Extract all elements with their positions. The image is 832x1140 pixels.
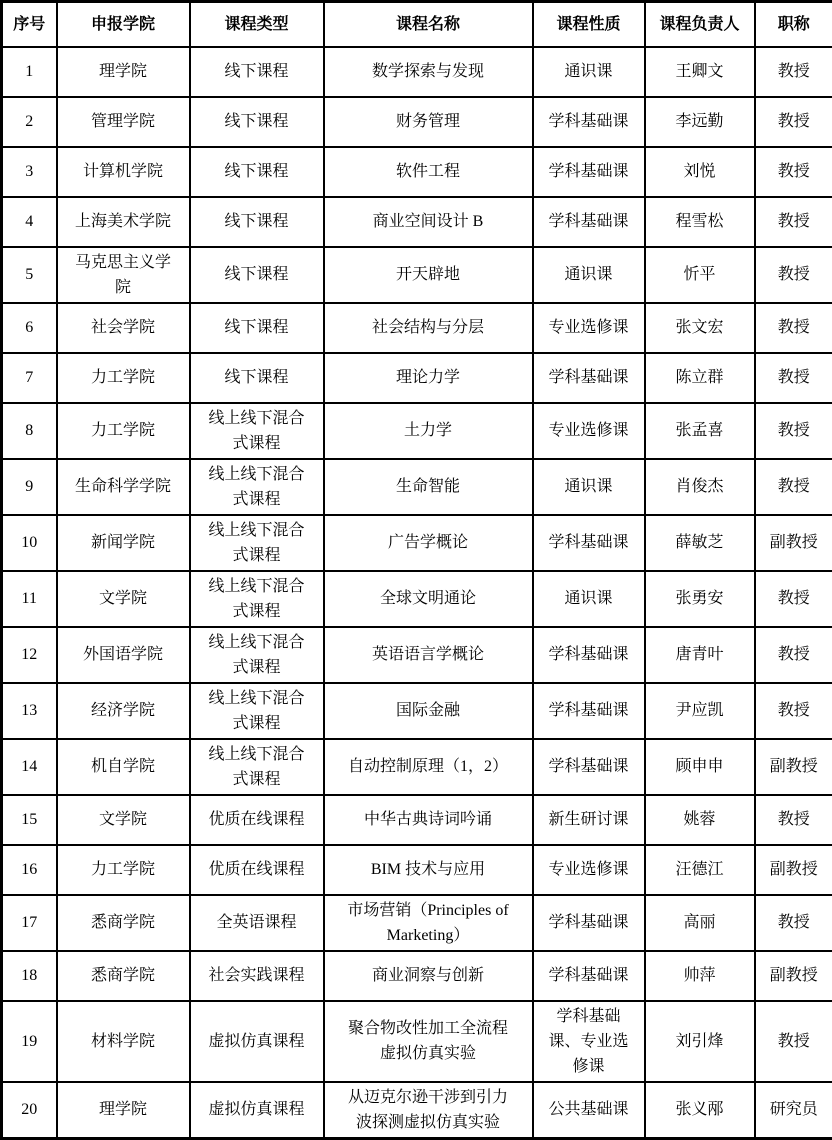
column-header-college: 申报学院: [57, 2, 190, 47]
table-row: [2, 47, 832, 97]
table-cell-leader: 张勇安: [645, 571, 755, 627]
table-cell-title: 教授: [755, 683, 832, 739]
table-cell-college: 理学院: [57, 1082, 190, 1139]
table-cell-college: 文学院: [57, 571, 190, 627]
table-cell-index: 6: [2, 303, 57, 353]
table-cell-type: 线下课程: [190, 353, 324, 403]
table-cell-name: 国际金融: [324, 683, 533, 739]
table-cell-index: 9: [2, 459, 57, 515]
table-cell-college: 生命科学学院: [57, 459, 190, 515]
table-cell-title: 教授: [755, 303, 832, 353]
table-cell-type: 虚拟仿真课程: [190, 1082, 324, 1139]
table-cell-title: 教授: [755, 353, 832, 403]
table-cell-college: 外国语学院: [57, 627, 190, 683]
table-cell-name: 自动控制原理（1，2）: [324, 739, 533, 795]
table-row: [2, 515, 832, 571]
table-cell-name: 中华古典诗词吟诵: [324, 795, 533, 845]
table-cell-college: 计算机学院: [57, 147, 190, 197]
table-cell-index: 8: [2, 403, 57, 459]
table-cell-index: 18: [2, 951, 57, 1001]
column-header-index: 序号: [2, 2, 57, 47]
table-cell-leader: 顾申申: [645, 739, 755, 795]
table-cell-index: 13: [2, 683, 57, 739]
table-cell-index: 17: [2, 895, 57, 951]
table-cell-leader: 李远勤: [645, 97, 755, 147]
table-cell-type: 线下课程: [190, 197, 324, 247]
table-row: [2, 197, 832, 247]
table-cell-nature: 通识课: [533, 459, 645, 515]
table-cell-index: 14: [2, 739, 57, 795]
table-row: [2, 739, 832, 795]
table-cell-leader: 刘引烽: [645, 1001, 755, 1082]
table-cell-leader: 汪德江: [645, 845, 755, 895]
table-cell-nature: 专业选修课: [533, 403, 645, 459]
table-cell-title: 副教授: [755, 845, 832, 895]
table-cell-college: 文学院: [57, 795, 190, 845]
table-cell-title: 教授: [755, 403, 832, 459]
table-cell-leader: 肖俊杰: [645, 459, 755, 515]
table-row: [2, 795, 832, 845]
table-cell-leader: 陈立群: [645, 353, 755, 403]
table-cell-index: 20: [2, 1082, 57, 1139]
table-cell-name: 广告学概论: [324, 515, 533, 571]
table-cell-leader: 忻平: [645, 247, 755, 303]
column-header-name: 课程名称: [324, 2, 533, 47]
table-cell-college: 机自学院: [57, 739, 190, 795]
table-cell-college: 悉商学院: [57, 951, 190, 1001]
table-row: [2, 571, 832, 627]
table-cell-title: 教授: [755, 147, 832, 197]
table-cell-college: 材料学院: [57, 1001, 190, 1082]
table-cell-title: 教授: [755, 247, 832, 303]
table-cell-index: 5: [2, 247, 57, 303]
table-cell-college: 经济学院: [57, 683, 190, 739]
table-cell-title: 研究员: [755, 1082, 832, 1139]
table-cell-name: 全球文明通论: [324, 571, 533, 627]
table-row: [2, 1082, 832, 1139]
header-row: [2, 2, 832, 47]
table-cell-name: 土力学: [324, 403, 533, 459]
table-cell-nature: 学科基础课: [533, 683, 645, 739]
table-cell-name: 财务管理: [324, 97, 533, 147]
table-cell-nature: 专业选修课: [533, 845, 645, 895]
table-cell-type: 线下课程: [190, 47, 324, 97]
table-cell-index: 2: [2, 97, 57, 147]
table-row: [2, 403, 832, 459]
table-cell-type: 线上线下混合式课程: [190, 683, 324, 739]
column-header-nature: 课程性质: [533, 2, 645, 47]
table-row: [2, 895, 832, 951]
table-cell-type: 线下课程: [190, 147, 324, 197]
table-cell-index: 16: [2, 845, 57, 895]
table-cell-nature: 学科基础课: [533, 515, 645, 571]
table-cell-type: 全英语课程: [190, 895, 324, 951]
table-cell-nature: 学科基础课: [533, 951, 645, 1001]
table-row: [2, 459, 832, 515]
table-cell-title: 教授: [755, 47, 832, 97]
column-header-type: 课程类型: [190, 2, 324, 47]
table-cell-name: 商业空间设计 B: [324, 197, 533, 247]
table-cell-name: 生命智能: [324, 459, 533, 515]
table-cell-title: 教授: [755, 627, 832, 683]
table-row: [2, 627, 832, 683]
table-cell-leader: 薛敏芝: [645, 515, 755, 571]
table-cell-index: 10: [2, 515, 57, 571]
table-row: [2, 147, 832, 197]
table-row: [2, 247, 832, 303]
table-cell-college: 新闻学院: [57, 515, 190, 571]
table-cell-title: 教授: [755, 795, 832, 845]
table-cell-index: 3: [2, 147, 57, 197]
table-cell-type: 线下课程: [190, 303, 324, 353]
table-cell-college: 力工学院: [57, 845, 190, 895]
table-cell-index: 4: [2, 197, 57, 247]
table-cell-type: 社会实践课程: [190, 951, 324, 1001]
table-cell-title: 教授: [755, 459, 832, 515]
table-cell-nature: 学科基础课: [533, 739, 645, 795]
table-cell-leader: 张文宏: [645, 303, 755, 353]
table-row: [2, 683, 832, 739]
table-cell-nature: 学科基础课: [533, 895, 645, 951]
table-cell-leader: 张孟喜: [645, 403, 755, 459]
table-cell-name: 社会结构与分层: [324, 303, 533, 353]
table-cell-type: 线下课程: [190, 247, 324, 303]
table-cell-leader: 王卿文: [645, 47, 755, 97]
table-cell-title: 教授: [755, 97, 832, 147]
table-cell-leader: 张义邴: [645, 1082, 755, 1139]
table-cell-college: 管理学院: [57, 97, 190, 147]
table-cell-leader: 程雪松: [645, 197, 755, 247]
table-cell-college: 马克思主义学院: [57, 247, 190, 303]
table-cell-nature: 通识课: [533, 47, 645, 97]
table-cell-nature: 学科基础课: [533, 197, 645, 247]
table-cell-type: 优质在线课程: [190, 845, 324, 895]
table-cell-leader: 唐青叶: [645, 627, 755, 683]
table-cell-index: 11: [2, 571, 57, 627]
table-cell-name: 商业洞察与创新: [324, 951, 533, 1001]
table-row: [2, 303, 832, 353]
table-cell-index: 12: [2, 627, 57, 683]
table-cell-name: 理论力学: [324, 353, 533, 403]
table-row: [2, 353, 832, 403]
table-cell-nature: 学科基础课、专业选修课: [533, 1001, 645, 1082]
table-row: [2, 951, 832, 1001]
table-cell-nature: 通识课: [533, 247, 645, 303]
table-cell-nature: 新生研讨课: [533, 795, 645, 845]
table-cell-college: 上海美术学院: [57, 197, 190, 247]
table-cell-nature: 通识课: [533, 571, 645, 627]
table-cell-name: 软件工程: [324, 147, 533, 197]
column-header-leader: 课程负责人: [645, 2, 755, 47]
table-cell-nature: 学科基础课: [533, 353, 645, 403]
table-row: [2, 97, 832, 147]
course-table-body: [2, 47, 832, 1139]
table-cell-college: 理学院: [57, 47, 190, 97]
table-cell-nature: 专业选修课: [533, 303, 645, 353]
table-cell-title: 副教授: [755, 739, 832, 795]
table-cell-type: 线上线下混合式课程: [190, 515, 324, 571]
table-cell-type: 优质在线课程: [190, 795, 324, 845]
table-cell-name: 英语语言学概论: [324, 627, 533, 683]
table-cell-name: 开天辟地: [324, 247, 533, 303]
table-cell-leader: 高丽: [645, 895, 755, 951]
table-cell-type: 线上线下混合式课程: [190, 571, 324, 627]
table-cell-college: 力工学院: [57, 353, 190, 403]
table-cell-leader: 帅萍: [645, 951, 755, 1001]
table-cell-name: BIM 技术与应用: [324, 845, 533, 895]
table-cell-college: 社会学院: [57, 303, 190, 353]
table-row: [2, 1001, 832, 1082]
table-cell-type: 线上线下混合式课程: [190, 627, 324, 683]
table-cell-title: 副教授: [755, 951, 832, 1001]
table-cell-title: 教授: [755, 1001, 832, 1082]
table-cell-nature: 公共基础课: [533, 1082, 645, 1139]
table-cell-college: 悉商学院: [57, 895, 190, 951]
table-cell-nature: 学科基础课: [533, 97, 645, 147]
table-cell-index: 1: [2, 47, 57, 97]
table-cell-title: 教授: [755, 895, 832, 951]
table-cell-name: 市场营销（Principles of Marketing）: [324, 895, 533, 951]
table-cell-type: 虚拟仿真课程: [190, 1001, 324, 1082]
column-header-title: 职称: [755, 2, 832, 47]
table-cell-nature: 学科基础课: [533, 627, 645, 683]
table-cell-type: 线上线下混合式课程: [190, 459, 324, 515]
table-cell-title: 教授: [755, 571, 832, 627]
table-cell-title: 教授: [755, 197, 832, 247]
table-cell-type: 线下课程: [190, 97, 324, 147]
table-cell-type: 线上线下混合式课程: [190, 739, 324, 795]
table-cell-leader: 尹应凯: [645, 683, 755, 739]
table-cell-index: 15: [2, 795, 57, 845]
table-cell-college: 力工学院: [57, 403, 190, 459]
table-cell-nature: 学科基础课: [533, 147, 645, 197]
table-row: [2, 845, 832, 895]
table-cell-type: 线上线下混合式课程: [190, 403, 324, 459]
table-cell-name: 聚合物改性加工全流程虚拟仿真实验: [324, 1001, 533, 1082]
table-cell-leader: 刘悦: [645, 147, 755, 197]
table-cell-index: 7: [2, 353, 57, 403]
table-header: [2, 2, 832, 47]
table-cell-title: 副教授: [755, 515, 832, 571]
table-cell-index: 19: [2, 1001, 57, 1082]
table-cell-leader: 姚蓉: [645, 795, 755, 845]
table-cell-name: 数学探索与发现: [324, 47, 533, 97]
table-cell-name: 从迈克尔逊干涉到引力波探测虚拟仿真实验: [324, 1082, 533, 1139]
